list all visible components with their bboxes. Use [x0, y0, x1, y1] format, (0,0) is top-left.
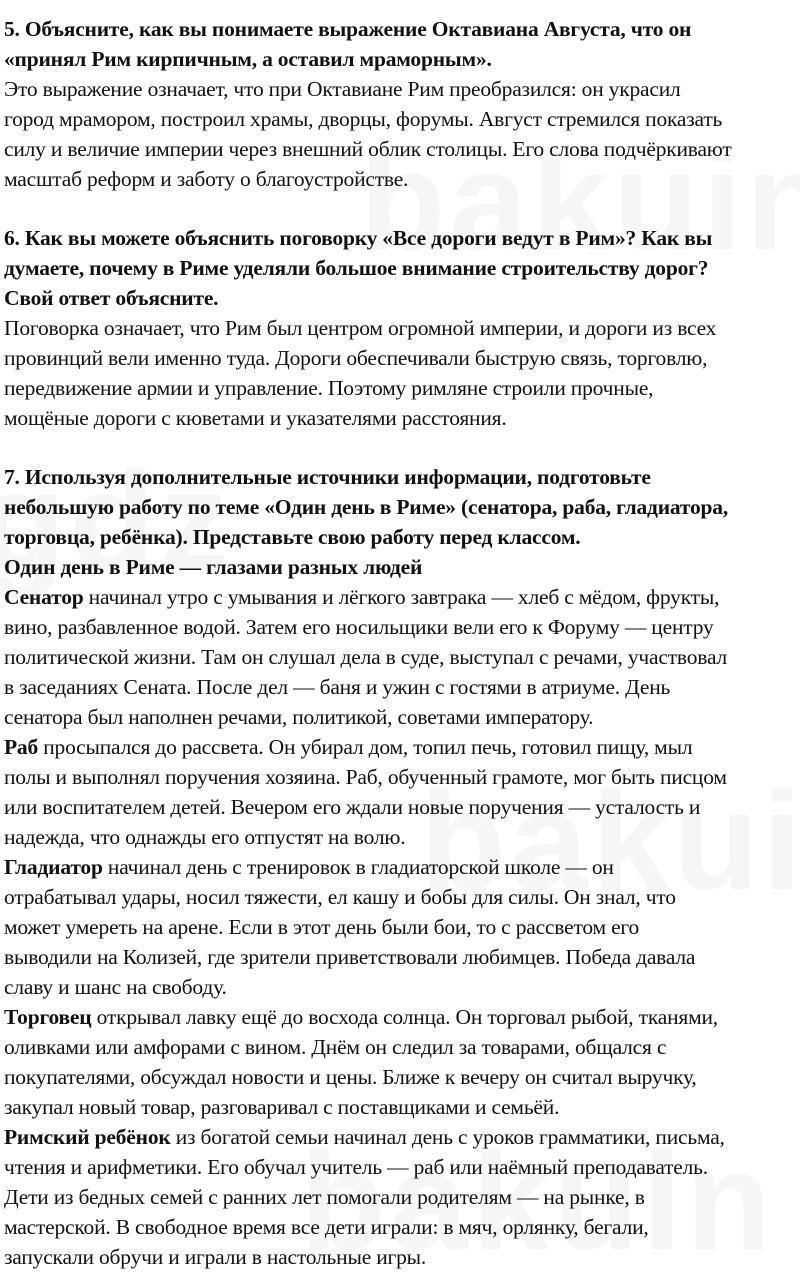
answer-6-line: мощёные дороги с кюветами и указателями расстояния. — [4, 406, 507, 430]
answer-6-line: передвижение армии и управление. Поэтому римляне строили прочные, — [4, 376, 654, 400]
section-text: оливками или амфорами с вином. Днём он следил за товарами, общался с — [4, 1035, 667, 1059]
section-text: в заседаниях Сената. После дел — баня и ужин с гостями в атриуме. День — [4, 675, 671, 699]
section-text: или воспитателем детей. Вечером его ждали новые поручения — усталость и — [4, 795, 701, 819]
section-text: запускали обручи и играли в настольные игры. — [4, 1245, 427, 1269]
spacer — [4, 433, 796, 462]
answer-5-line: масштаб реформ и заботу о благоустройстве. — [4, 167, 409, 191]
section-term: Раб — [4, 735, 39, 759]
spacer — [4, 194, 796, 223]
section-text: выводили на Колизей, где зрители приветствовали любимцев. Победа давала — [4, 945, 696, 969]
question-6-line: Свой ответ объясните. — [4, 286, 219, 310]
section-text: чтения и арифметики. Его обучал учитель — раб или наёмный преподаватель. — [4, 1155, 708, 1179]
answer-6-line: провинций вели именно туда. Дороги обеспечивали быструю связь, торговлю, — [4, 346, 708, 370]
section-text: закупал новый товар, разговаривал с поставщиками и семьёй. — [4, 1095, 560, 1119]
answer-7-heading: Один день в Риме — глазами разных людей — [4, 555, 423, 579]
section-text: надежда, что однажды его отпустят на волю. — [4, 825, 406, 849]
section-text: отрабатывал удары, носил тяжести, ел кашу и бобы для силы. Он знал, что — [4, 885, 676, 909]
section-text: открывал лавку ещё до восхода солнца. Он торговал рыбой, тканями, — [91, 1005, 718, 1029]
section-text: сенатора был наполнен речами, политикой, советами императору. — [4, 705, 594, 729]
section-text: покупателями, обсуждал новости и цены. Ближе к вечеру он считал выручку, — [4, 1065, 697, 1089]
question-7-line: небольшую работу по теме «Один день в Риме» (сенатора, раба, гладиатора, — [4, 495, 728, 519]
question-5 — [4, 14, 796, 194]
section-text: вино, разбавленное водой. Затем его носильщики вели его к Форуму — центру — [4, 615, 714, 639]
section-term: Сенатор — [4, 585, 84, 609]
section-slave — [4, 732, 796, 852]
answer-5-line: Это выражение означает, что при Октавиане Рим преобразился: он украсил — [4, 77, 681, 101]
question-7-line: 7. Используя дополнительные источники информации, подготовьте — [4, 465, 651, 489]
section-text: начинал день с тренировок в гладиаторской школе — он — [102, 855, 614, 879]
answer-5-line: город мрамором, построил храмы, дворцы, форумы. Август стремился показать — [4, 107, 723, 131]
section-merchant — [4, 1002, 796, 1122]
section-term: Римский ребёнок — [4, 1125, 171, 1149]
section-text: славу и шанс на свободу. — [4, 975, 227, 999]
section-term: Торговец — [4, 1005, 92, 1029]
answer-5-line: силу и величие империи через внешний облик столицы. Его слова подчёркивают — [4, 137, 732, 161]
section-text: политической жизни. Там он слушал дела в суде, выступал с речами, участвовал — [4, 645, 728, 669]
question-6-line: думаете, почему в Риме уделяли большое внимание строительству дорог? — [4, 256, 709, 280]
section-term: Гладиатор — [4, 855, 103, 879]
section-text: Дети из бедных семей с ранних лет помогали родителям — на рынке, в — [4, 1185, 645, 1209]
section-child — [4, 1122, 796, 1272]
section-text: просыпался до рассвета. Он убирал дом, топил печь, готовил пищу, мыл — [38, 735, 693, 759]
section-text: начинал утро с умывания и лёгкого завтрака — хлеб с мёдом, фрукты, — [83, 585, 720, 609]
question-6-line: 6. Как вы можете объяснить поговорку «Все дороги ведут в Рим»? Как вы — [4, 226, 713, 250]
section-gladiator — [4, 852, 796, 1002]
question-6 — [4, 223, 796, 433]
question-5-line: «принял Рим кирпичным, а оставил мраморным». — [4, 47, 492, 71]
section-text: из богатой семьи начинал день с уроков грамматики, письма, — [170, 1125, 725, 1149]
section-text: мастерской. В свободное время все дети играли: в мяч, орлянку, бегали, — [4, 1215, 649, 1239]
question-7 — [4, 462, 796, 1272]
question-7-line: торговца, ребёнка). Представьте свою работу перед классом. — [4, 525, 581, 549]
section-text: может умереть на арене. Если в этот день были бои, то с рассветом его — [4, 915, 640, 939]
section-text: полы и выполнял поручения хозяина. Раб, обученный грамоте, мог быть писцом — [4, 765, 727, 789]
question-5-line: 5. Объясните, как вы понимаете выражение Октавиана Августа, что он — [4, 17, 692, 41]
section-senator — [4, 582, 796, 732]
answer-6-line: Поговорка означает, что Рим был центром огромной империи, и дороги из всех — [4, 316, 717, 340]
